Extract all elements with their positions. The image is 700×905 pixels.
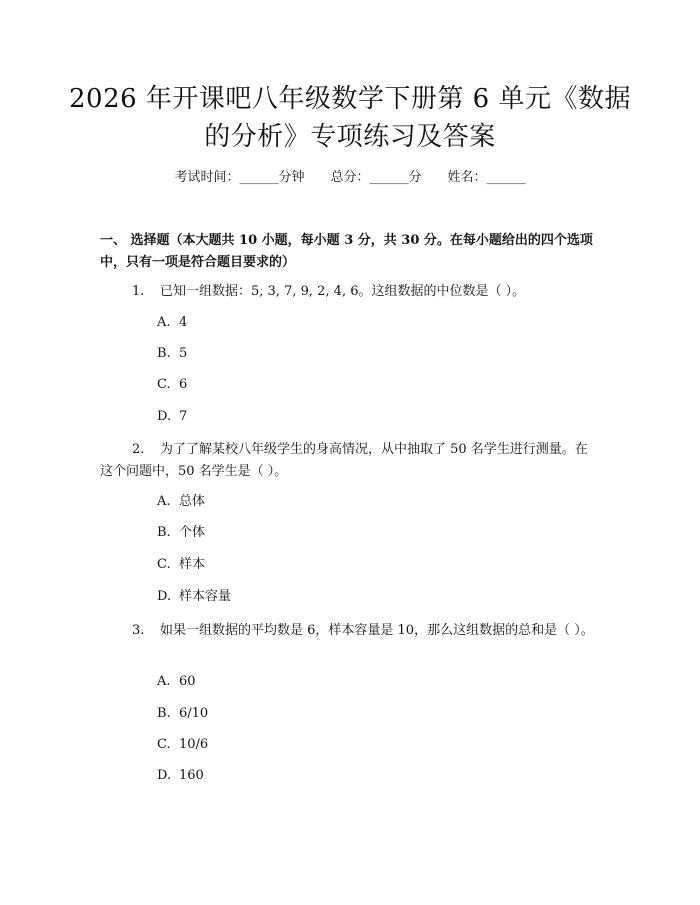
question-text: 已知一组数据：5, 3, 7, 9, 2, 4, 6。这组数据的中位数是（ ）。 bbox=[160, 284, 526, 299]
option-letter: A. bbox=[157, 494, 171, 509]
question-2-option-b bbox=[157, 524, 205, 542]
question-number: 2. bbox=[132, 442, 145, 457]
question-1-stem bbox=[100, 281, 600, 303]
exam-score-field: 总分：______分 bbox=[330, 170, 422, 185]
question-text: 如果一组数据的平均数是 6，样本容量是 10，那么这组数据的总和是（ ）。 bbox=[160, 623, 594, 638]
option-letter: C. bbox=[157, 737, 171, 752]
section-heading: 一、 选择题（本大题共 10 小题，每小题 3 分，共 30 分。在每小题给出的四个选项中，只有一项是符合题目要求的） bbox=[100, 233, 593, 270]
option-letter: D. bbox=[157, 768, 172, 783]
option-letter: A. bbox=[157, 315, 171, 330]
exam-name-field: 姓名：______ bbox=[447, 170, 526, 185]
option-text: 个体 bbox=[179, 525, 206, 540]
option-text: 5 bbox=[179, 346, 188, 361]
option-text: 样本 bbox=[179, 557, 206, 572]
question-text: 为了了解某校八年级学生的身高情况，从中抽取了 50 名学生进行测量。在这个问题中，50 名学生是（ ）。 bbox=[100, 442, 588, 479]
question-3-option-d bbox=[157, 767, 204, 785]
option-letter: C. bbox=[157, 557, 171, 572]
option-text: 10/6 bbox=[179, 737, 209, 752]
question-3-option-c bbox=[157, 736, 208, 754]
exam-info-line bbox=[0, 169, 700, 187]
option-letter: D. bbox=[157, 589, 172, 604]
option-letter: B. bbox=[157, 706, 171, 721]
question-1-option-a bbox=[157, 314, 187, 332]
question-1-option-c bbox=[157, 376, 187, 394]
option-letter: B. bbox=[157, 525, 171, 540]
question-number: 1. bbox=[132, 284, 145, 299]
option-letter: A. bbox=[157, 674, 171, 689]
question-3-option-a bbox=[157, 673, 196, 691]
question-2-stem bbox=[100, 439, 600, 483]
exam-time-field: 考试时间：______分钟 bbox=[174, 170, 305, 185]
option-text: 4 bbox=[179, 315, 188, 330]
question-3-option-b bbox=[157, 705, 208, 723]
option-letter: B. bbox=[157, 346, 171, 361]
option-letter: C. bbox=[157, 377, 171, 392]
option-text: 6 bbox=[179, 377, 188, 392]
question-2-option-c bbox=[157, 556, 205, 574]
question-2-option-d bbox=[157, 588, 231, 606]
option-text: 6/10 bbox=[179, 706, 209, 721]
document-title: 2026 年开课吧八年级数学下册第 6 单元《数据的分析》专项练习及答案 bbox=[68, 84, 631, 152]
question-3-stem bbox=[100, 620, 600, 642]
option-text: 160 bbox=[179, 768, 204, 783]
option-text: 样本容量 bbox=[179, 589, 232, 604]
question-2-option-a bbox=[157, 493, 205, 511]
option-text: 7 bbox=[179, 409, 188, 424]
option-letter: D. bbox=[157, 409, 172, 424]
question-number: 3. bbox=[132, 623, 145, 638]
question-1-option-d bbox=[157, 408, 187, 426]
option-text: 60 bbox=[179, 674, 196, 689]
question-1-option-b bbox=[157, 345, 187, 363]
option-text: 总体 bbox=[179, 494, 206, 509]
